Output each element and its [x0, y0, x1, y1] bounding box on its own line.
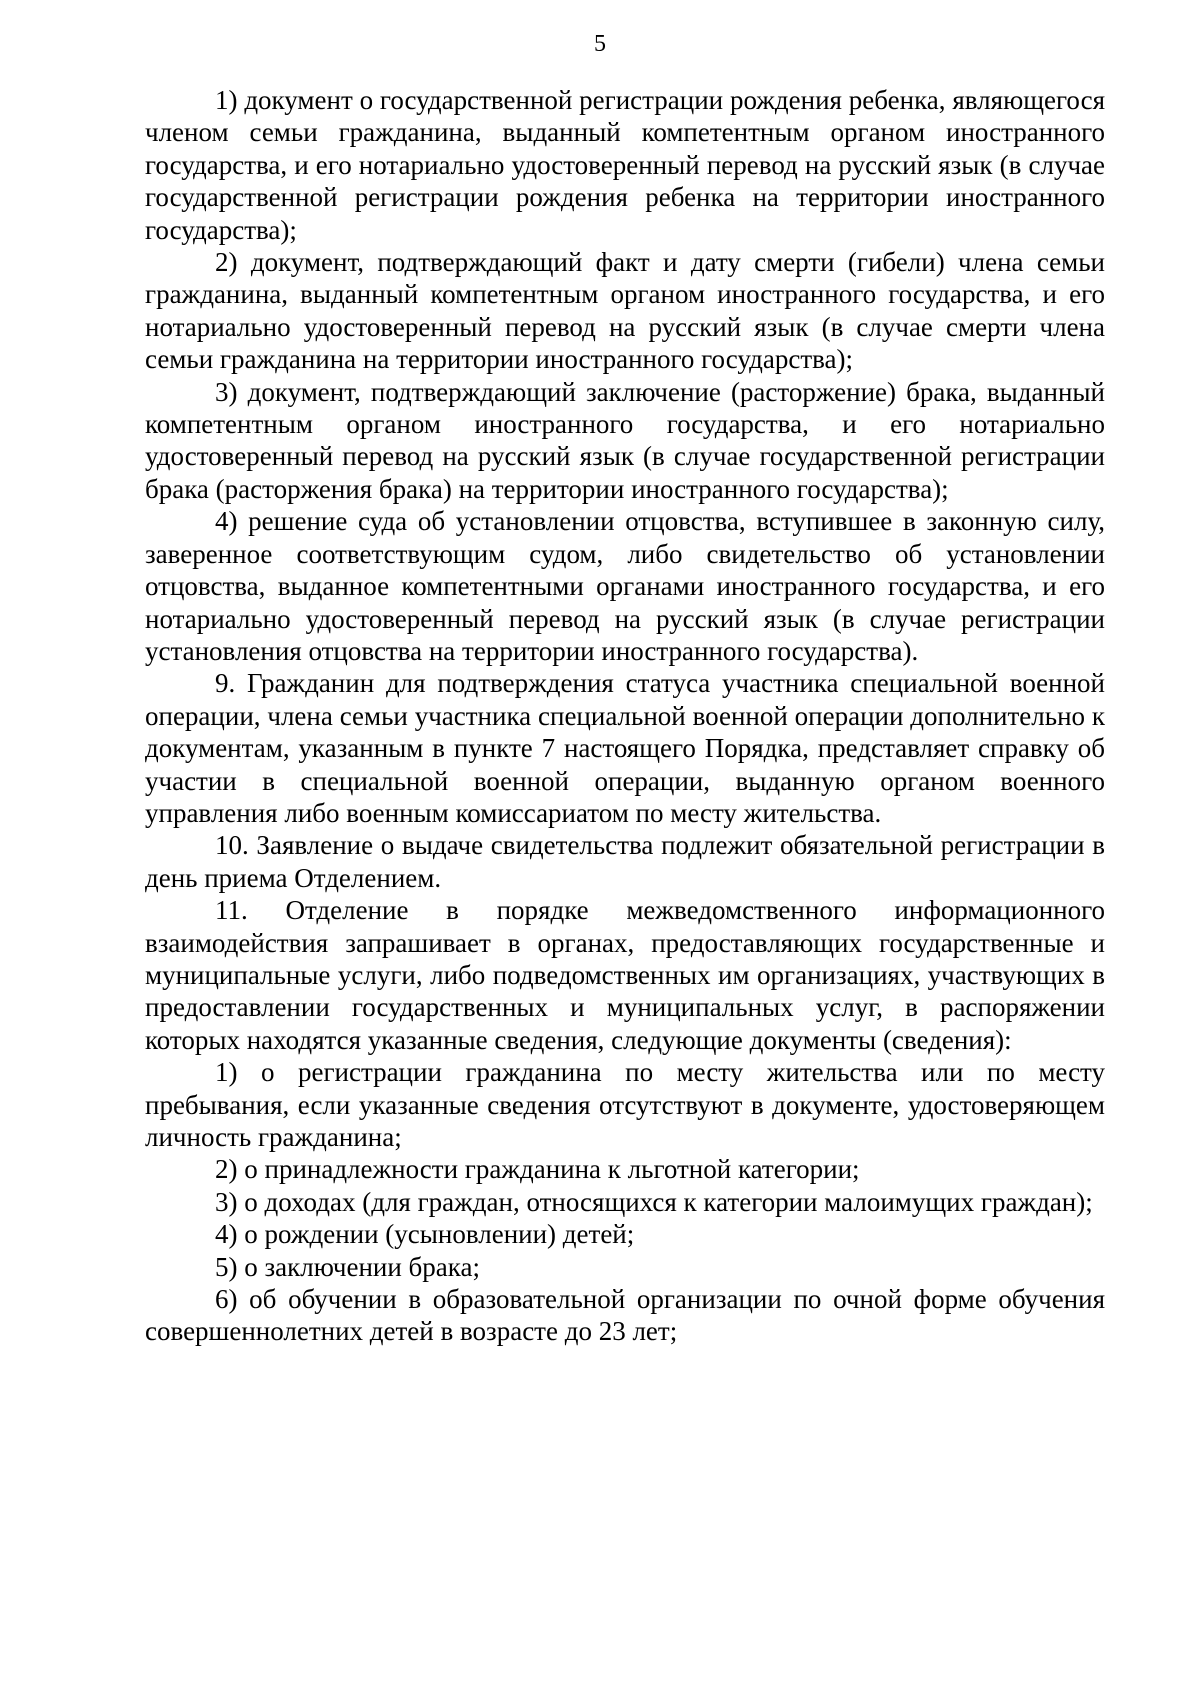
- paragraph-sub-5-marriage: 5) о заключении брака;: [215, 1251, 480, 1282]
- paragraph-clause-9: 9. Гражданин для подтверждения статуса участника специальной военной операции, члена семьи участника специальной военной операции дополнительно к документам, указанным в пункте 7 настоящего Порядка, представляет справку об участии в специальной военной операции, выданную органом военного управления либо военным комиссариатом по месту жительства.: [145, 668, 1105, 828]
- paragraph-clause-10: 10. Заявление о выдаче свидетельства подлежит обязательной регистрации в день приема Отделением.: [145, 830, 1105, 893]
- page-number: 5: [594, 31, 606, 57]
- paragraph-sub-4-birth: 4) о рождении (усыновлении) детей;: [215, 1219, 635, 1250]
- paragraph-item-2-death-document: 2) документ, подтверждающий факт и дату смерти (гибели) члена семьи гражданина, выданный компетентным органом иностранного государства, и его нотариально удостоверенный перевод на русский язык (в случае смерти члена семьи гражданина на территории иностранного государства);: [145, 247, 1105, 375]
- paragraph-sub-2-category: 2) о принадлежности гражданина к льготной категории;: [215, 1154, 860, 1185]
- paragraph-item-1-birth-document: 1) документ о государственной регистрации рождения ребенка, являющегося членом семьи гражданина, выданный компетентным органом иностранного государства, и его нотариально удостоверенный перевод на русский язык (в случае государственной регистрации рождения ребенка на территории иностранного государства);: [145, 85, 1105, 245]
- paragraph-sub-1-registration: 1) о регистрации гражданина по месту жительства или по месту пребывания, если указанные сведения отсутствуют в документе, удостоверяющем личность гражданина;: [145, 1057, 1105, 1152]
- paragraph-sub-6-education: 6) об обучении в образовательной организации по очной форме обучения совершеннолетних детей в возрасте до 23 лет;: [145, 1284, 1105, 1347]
- paragraph-clause-11: 11. Отделение в порядке межведомственного информационного взаимодействия запрашивает в органах, предоставляющих государственные и муниципальные услуги, либо подведомственных им организациях, участвующих в предоставлении государственных и муниципальных услуг, в распоряжении которых находятся указанные сведения, следующие документы (сведения):: [145, 895, 1105, 1055]
- paragraph-sub-3-income: 3) о доходах (для граждан, относящихся к категории малоимущих граждан);: [215, 1186, 1093, 1217]
- paragraph-item-3-marriage-document: 3) документ, подтверждающий заключение (расторжение) брака, выданный компетентным органом иностранного государства, и его нотариально удостоверенный перевод на русский язык (в случае государственной регистрации брака (расторжения брака) на территории иностранного государства);: [145, 376, 1105, 504]
- document-body: [145, 84, 1105, 1348]
- paragraph-item-4-paternity-document: 4) решение суда об установлении отцовства, вступившее в законную силу, заверенное соответствующим судом, либо свидетельство об установлении отцовства, выданное компетентными органами иностранного государства, и его нотариально удостоверенный перевод на русский язык (в случае регистрации установления отцовства на территории иностранного государства).: [145, 506, 1105, 666]
